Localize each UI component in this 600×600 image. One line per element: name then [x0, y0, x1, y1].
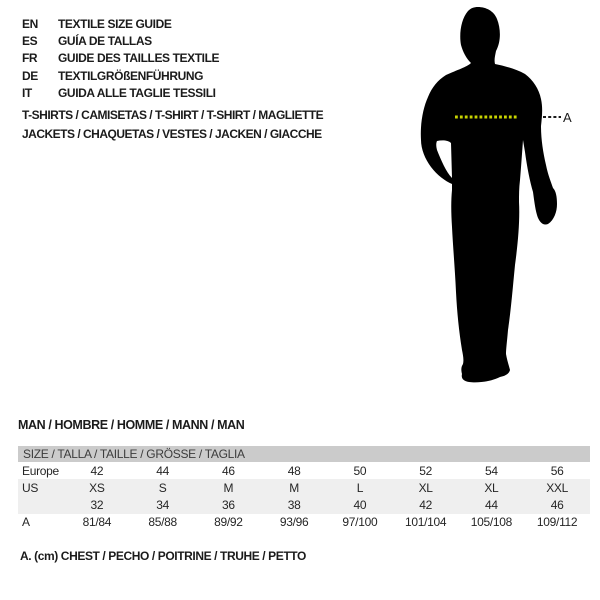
- language-code: EN: [22, 16, 38, 31]
- size-table-header: SIZE / TALLA / TAILLE / GRÖSSE / TAGLIA: [18, 446, 590, 462]
- measurement-footnote: A. (cm) CHEST / PECHO / POITRINE / TRUHE / PETTO: [20, 549, 306, 563]
- size-table: [18, 446, 590, 531]
- size-cell: L: [356, 480, 364, 495]
- row-label: A: [22, 515, 30, 530]
- language-label: GUIDE DES TAILLES TEXTILE: [58, 51, 220, 66]
- language-label: GUÍA DE TALLAS: [58, 33, 152, 48]
- size-cell: 44: [485, 497, 498, 512]
- table-row-europe: [18, 462, 590, 479]
- language-label: TEXTILGRÖßENFÜHRUNG: [58, 68, 204, 83]
- size-cell: 56: [550, 463, 564, 478]
- language-row: [22, 32, 219, 49]
- size-cell: 52: [419, 463, 432, 478]
- size-cell: S: [158, 480, 167, 495]
- category-jackets: JACKETS / CHAQUETAS / VESTES / JACKEN / GIACCHE: [22, 127, 322, 141]
- size-cell: 50: [353, 463, 367, 478]
- language-label: GUIDA ALLE TAGLIE TESSILI: [58, 85, 216, 100]
- size-cell: 105/108: [470, 515, 513, 530]
- size-cell: XL: [484, 480, 499, 495]
- language-row: [22, 50, 219, 67]
- row-label: US: [22, 480, 39, 495]
- size-cell: 42: [419, 497, 432, 512]
- size-cell: XS: [89, 480, 105, 495]
- size-cell: 46: [550, 497, 564, 512]
- size-cell: 36: [222, 497, 235, 512]
- size-cell: 93/96: [279, 515, 309, 530]
- size-cell: 81/84: [82, 515, 112, 530]
- man-silhouette: [421, 7, 557, 382]
- language-row: [22, 15, 219, 32]
- table-row-chest-a: [18, 514, 590, 531]
- size-cell: 32: [90, 497, 104, 512]
- language-code: IT: [22, 85, 32, 100]
- size-cell: 48: [287, 463, 301, 478]
- man-silhouette-figure: [415, 2, 580, 400]
- size-cell: 46: [222, 463, 235, 478]
- size-cell: 42: [90, 463, 104, 478]
- size-cell: 34: [156, 497, 169, 512]
- size-cell: 89/92: [214, 515, 243, 530]
- table-row-numeric: [18, 496, 590, 513]
- language-code: DE: [22, 68, 38, 83]
- garment-categories: [22, 106, 323, 144]
- language-label: TEXTILE SIZE GUIDE: [58, 16, 172, 31]
- language-code: ES: [22, 33, 38, 48]
- language-row: [22, 67, 219, 84]
- size-cell: 109/112: [536, 515, 578, 530]
- measurement-label-a: A: [563, 110, 572, 125]
- size-cell: M: [223, 480, 234, 495]
- language-code: FR: [22, 51, 38, 66]
- language-legend: [22, 15, 219, 101]
- size-cell: 85/88: [148, 515, 177, 530]
- size-cell: 44: [156, 463, 169, 478]
- row-label: Europe: [22, 463, 59, 478]
- table-row-us: [18, 479, 590, 496]
- size-cell: 97/100: [342, 515, 378, 530]
- language-row: [22, 84, 219, 101]
- size-cell: 40: [353, 497, 367, 512]
- size-cell: M: [289, 480, 299, 495]
- size-cell: 38: [287, 497, 301, 512]
- man-silhouette-svg: [415, 2, 580, 400]
- category-tshirts: T-SHIRTS / CAMISETAS / T-SHIRT / T-SHIRT / MAGLIETTE: [22, 108, 324, 122]
- size-cell: XL: [418, 480, 433, 495]
- size-cell: 101/104: [404, 515, 447, 530]
- size-cell: XXL: [546, 480, 569, 495]
- section-heading: MAN / HOMBRE / HOMME / MANN / MAN: [18, 418, 245, 432]
- size-cell: 54: [485, 463, 498, 478]
